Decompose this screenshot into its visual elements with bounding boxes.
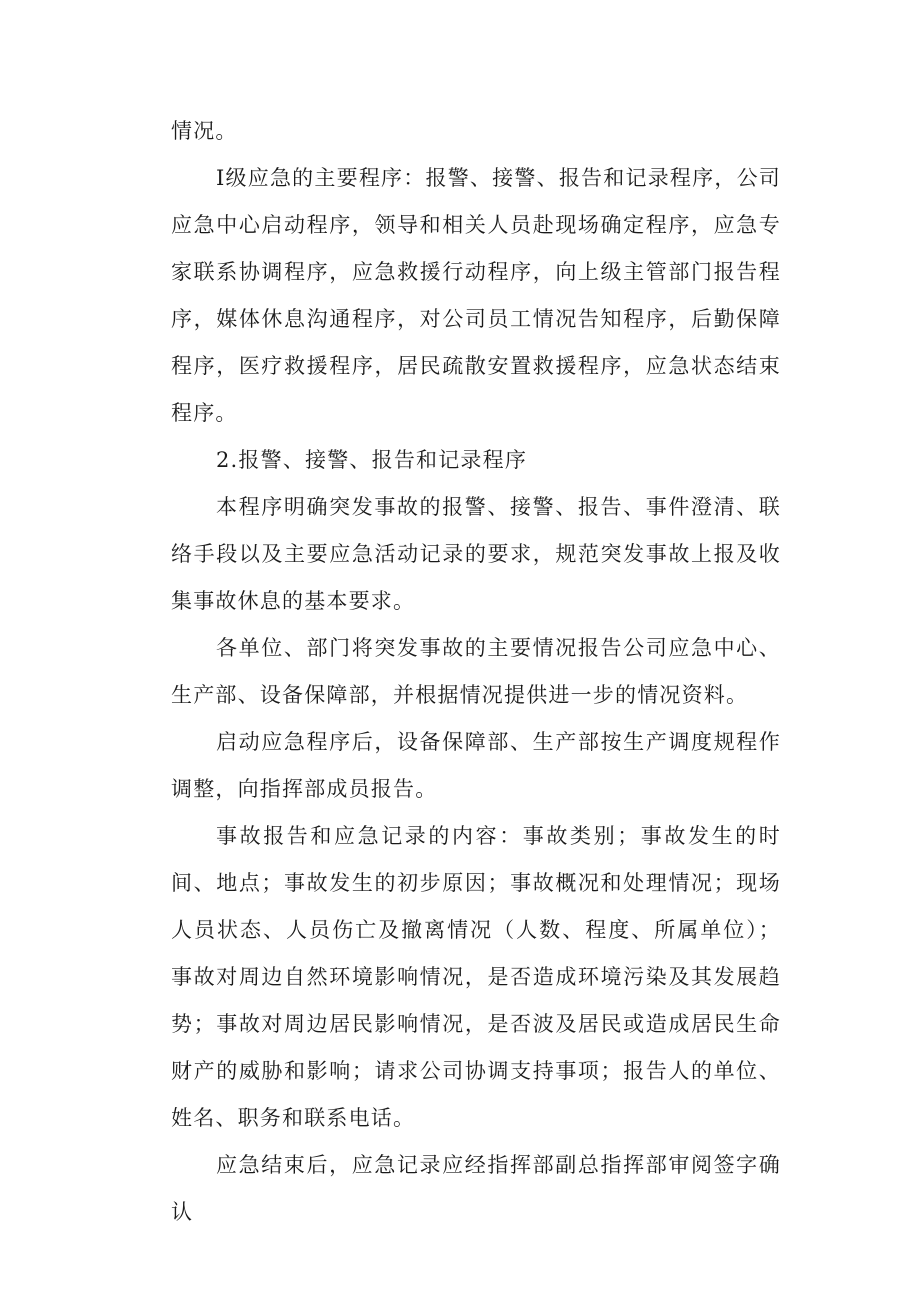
paragraph-after-startup: 启动应急程序后，设备保障部、生产部按生产调度规程作调整，向指挥部成员报告。 [171,730,781,801]
paragraph-report-contents: 事故报告和应急记录的内容：事故类别；事故发生的时间、地点；事故发生的初步原因；事故概况和处理情况；现场人员状态、人员伤亡及撤离情况（人数、程度、所属单位）；事故对周边自然环境影响情况，是否造成环境污染及其发展趋势；事故对周边居民影响情况，是否波及居民或造成居民生命财产的威胁和影响；请求公司协调支持事项；报告人的单位、姓名、职务和联系电话。 [171,824,781,1130]
section-heading-alarm-procedure: 2.报警、接警、报告和记录程序 [216,448,528,472]
document-body [171,108,781,1236]
paragraph-after-emergency: 应急结束后，应急记录应经指挥部副总指挥部审阅签字确认 [171,1153,781,1224]
paragraph-continuation: 情况。 [171,119,238,143]
paragraph-unit-reporting: 各单位、部门将突发事故的主要情况报告公司应急中心、生产部、设备保障部，并根据情况提供进一步的情况资料。 [171,636,781,707]
paragraph-procedure-scope: 本程序明确突发事故的报警、接警、报告、事件澄清、联络手段以及主要应急活动记录的要求，规范突发事故上报及收集事故休息的基本要求。 [171,495,781,613]
paragraph-level-one-procedures: Ⅰ级应急的主要程序：报警、接警、报告和记录程序，公司应急中心启动程序，领导和相关人员赴现场确定程序，应急专家联系协调程序，应急救援行动程序，向上级主管部门报告程序，媒体休息沟通程序，对公司员工情况告知程序，后勤保障程序，医疗救援程序，居民疏散安置救援程序，应急状态结束程序。 [171,166,781,425]
